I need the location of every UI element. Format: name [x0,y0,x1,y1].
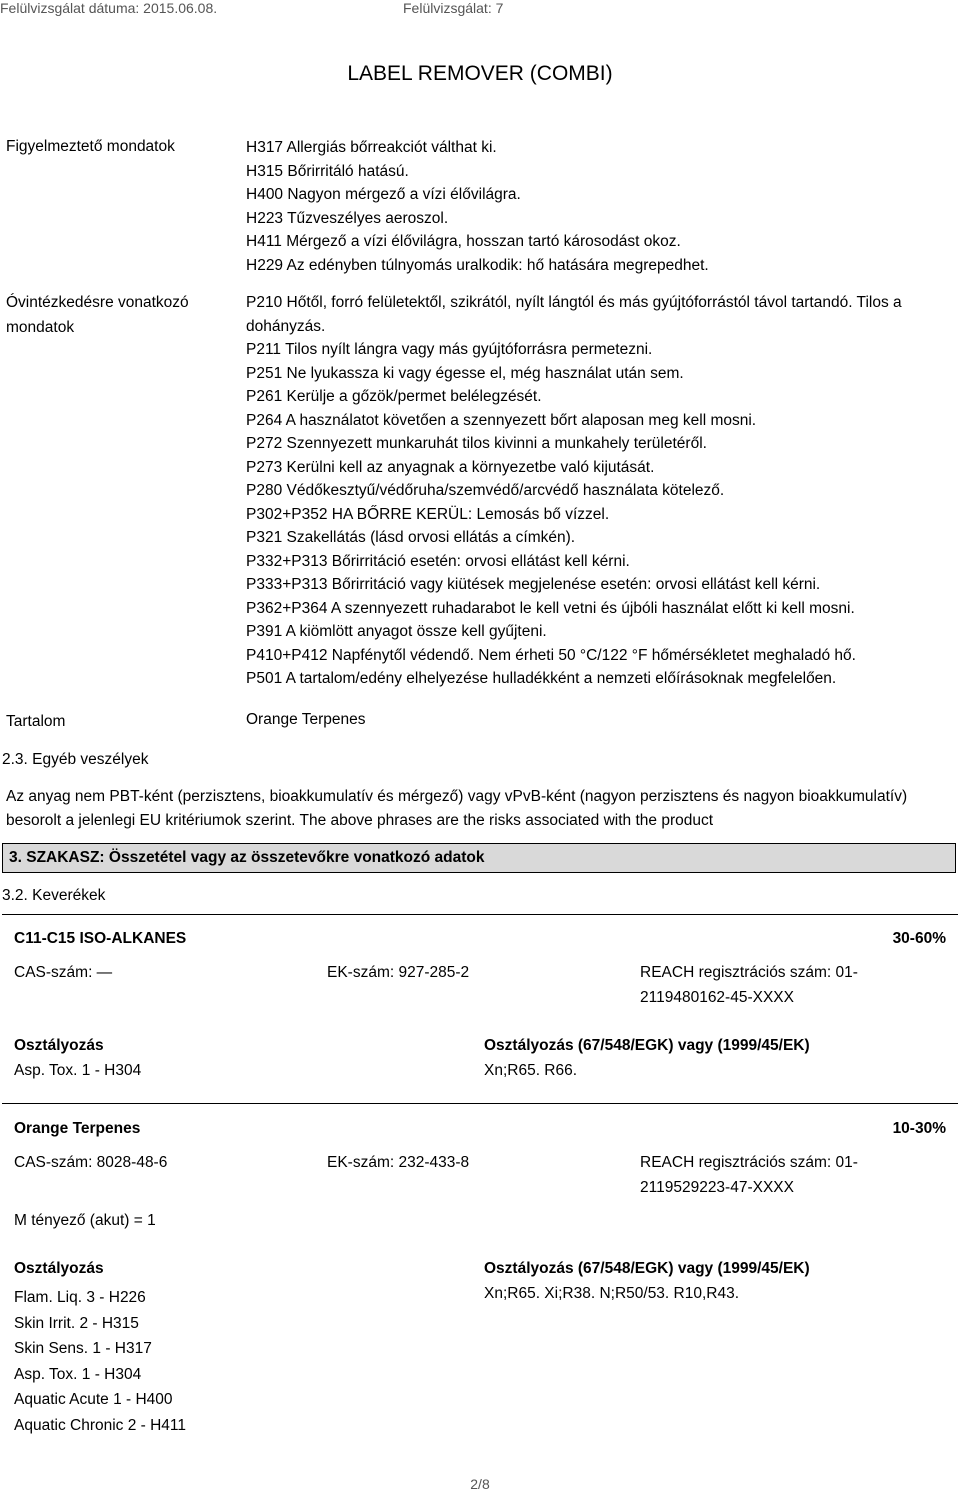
precaution-statements-label: Óvintézkedésre vonatkozó mondatok [6,294,189,336]
substance-2-ec: EK-szám: 232-433-8 [327,1154,470,1171]
precaution-statement: P332+P313 Bőrirritáció esetén: orvosi ellátást kell kérni. [246,552,630,570]
precaution-statements-list [246,291,958,691]
substance-2-m-factor: M tényező (akut) = 1 [14,1212,156,1229]
precaution-statement: P410+P412 Napfénytől védendő. Nem érheti 50 °C/122 °F hőmérsékletet meghaladó hő. [246,646,856,664]
precaution-statement: P302+P352 HA BŐRRE KERÜL: Lemosás bő vízzel. [246,505,610,523]
hazard-statements-list [246,136,958,277]
substance-1-percent: 30-60% [892,930,946,947]
classification-item: Skin Sens. 1 - H317 [14,1340,152,1357]
substance-2-reach-line1: REACH regisztrációs szám: 01- [640,1154,858,1171]
substance-2-class-label: Osztályozás [14,1260,104,1277]
classification-item: Asp. Tox. 1 - H304 [14,1365,142,1383]
hazard-statements-label: Figyelmeztető mondatok [6,138,175,155]
substance-2-name: Orange Terpenes [14,1120,141,1137]
substance-2-class-old-label: Osztályozás (67/548/EGK) vagy (1999/45/EK) [484,1260,810,1277]
substance-1-class-value: Asp. Tox. 1 - H304 [14,1062,142,1079]
precaution-statement: P261 Kerülje a gőzök/permet belélegzését. [246,388,542,405]
precaution-statement: P391 A kiömlött anyagot össze kell gyűjteni. [246,623,547,640]
precaution-statement: P501 A tartalom/edény elhelyezése hulladékként a nemzeti előírásoknak megfelelően. [246,670,837,687]
substance-2-reach-line2: 2119529223-47-XXXX [640,1179,794,1196]
precaution-statement: P273 Kerülni kell az anyagnak a környezetbe való kijutását. [246,458,655,476]
hazard-statement: H315 Bőrirritáló hatású. [246,162,409,180]
precaution-statement: P362+P364 A szennyezett ruhadarabot le kell vetni és újbóli használat előtt ki kell mosni. [246,599,855,617]
substance-1-class-old-label: Osztályozás (67/548/EGK) vagy (1999/45/EK) [484,1037,810,1054]
classification-item: Aquatic Chronic 2 - H411 [14,1416,187,1434]
section3-heading: 3. SZAKASZ: Összetétel vagy az összetevőkre vonatkozó adatok [2,843,956,873]
substance-1-class-label: Osztályozás [14,1037,104,1054]
contents-label: Tartalom [6,713,66,730]
substance-1-cas: CAS-szám: — [14,964,113,981]
contents-value: Orange Terpenes [246,711,366,728]
substance-2-class-list [14,1285,186,1438]
revision-number: Felülvizsgálat: 7 [403,0,504,16]
substance-1-name: C11-C15 ISO-ALKANES [14,930,187,947]
precaution-statement: P211 Tilos nyílt lángra vagy más gyújtóforrásra permetezni. [246,341,653,358]
precaution-statement: P264 A használatot követően a szennyezett bőrt alaposan meg kell mosni. [246,411,757,429]
precaution-statement: P251 Ne lyukassza ki vagy égesse el, még használat után sem. [246,364,684,382]
other-hazards-text: Az anyag nem PBT-ként (perzisztens, bioakkumulatív és mérgező) vagy vPvB-ként (nagyon perzisztens és nagyon bioakkumulatív) besorolt a jelenlegi EU kritériumok szerint. The above phrases are the risks associated with the product [6,788,908,829]
substance-1-class-old-value: Xn;R65. R66. [484,1062,578,1079]
substance-2-cas: CAS-szám: 8028-48-6 [14,1154,168,1171]
substance-1-ec: EK-szám: 927-285-2 [327,964,470,981]
other-hazards-heading: 2.3. Egyéb veszélyek [2,751,149,768]
classification-item: Flam. Liq. 3 - H226 [14,1289,146,1306]
page-number: 2/8 [470,1476,490,1492]
substance-1-reach-line1: REACH regisztrációs szám: 01- [640,964,858,981]
substance-2-class-old-value: Xn;R65. Xi;R38. N;R50/53. R10,R43. [484,1285,740,1302]
substance-1-reach-line2: 2119480162-45-XXXX [640,989,794,1006]
document-title: LABEL REMOVER (COMBI) [347,62,613,85]
classification-item: Aquatic Acute 1 - H400 [14,1391,173,1408]
classification-item: Skin Irrit. 2 - H315 [14,1314,139,1332]
precaution-statement: P333+P313 Bőrirritáció vagy kiütések megjelenése esetén: orvosi ellátást kell kérni. [246,576,821,593]
hazard-statement: H229 Az edényben túlnyomás uralkodik: hő hatására megrepedhet. [246,256,709,274]
precaution-statement: P280 Védőkesztyű/védőruha/szemvédő/arcvédő használata kötelező. [246,482,725,499]
substance-2-percent: 10-30% [892,1120,946,1137]
precaution-statement: P210 Hőtől, forró felületektől, szikrától, nyílt lángtól és más gyújtóforrástól távol tartandó. Tilos a dohányzás. [246,294,902,335]
hazard-statement: H400 Nagyon mérgező a vízi élővilágra. [246,186,521,203]
hazard-statement: H411 Mérgező a vízi élővilágra, hosszan tartó károsodást okoz. [246,233,681,250]
mixtures-subheading: 3.2. Keverékek [2,887,106,904]
precaution-statement: P272 Szennyezett munkaruhát tilos kivinni a munkahely területéről. [246,435,707,452]
hazard-statement: H223 Tűzveszélyes aeroszol. [246,209,449,227]
hazard-statement: H317 Allergiás bőrreakciót válthat ki. [246,139,497,156]
precaution-statement: P321 Szakellátás (lásd orvosi ellátás a címkén). [246,529,576,546]
revision-date: Felülvizsgálat dátuma: 2015.06.08. [0,0,218,16]
